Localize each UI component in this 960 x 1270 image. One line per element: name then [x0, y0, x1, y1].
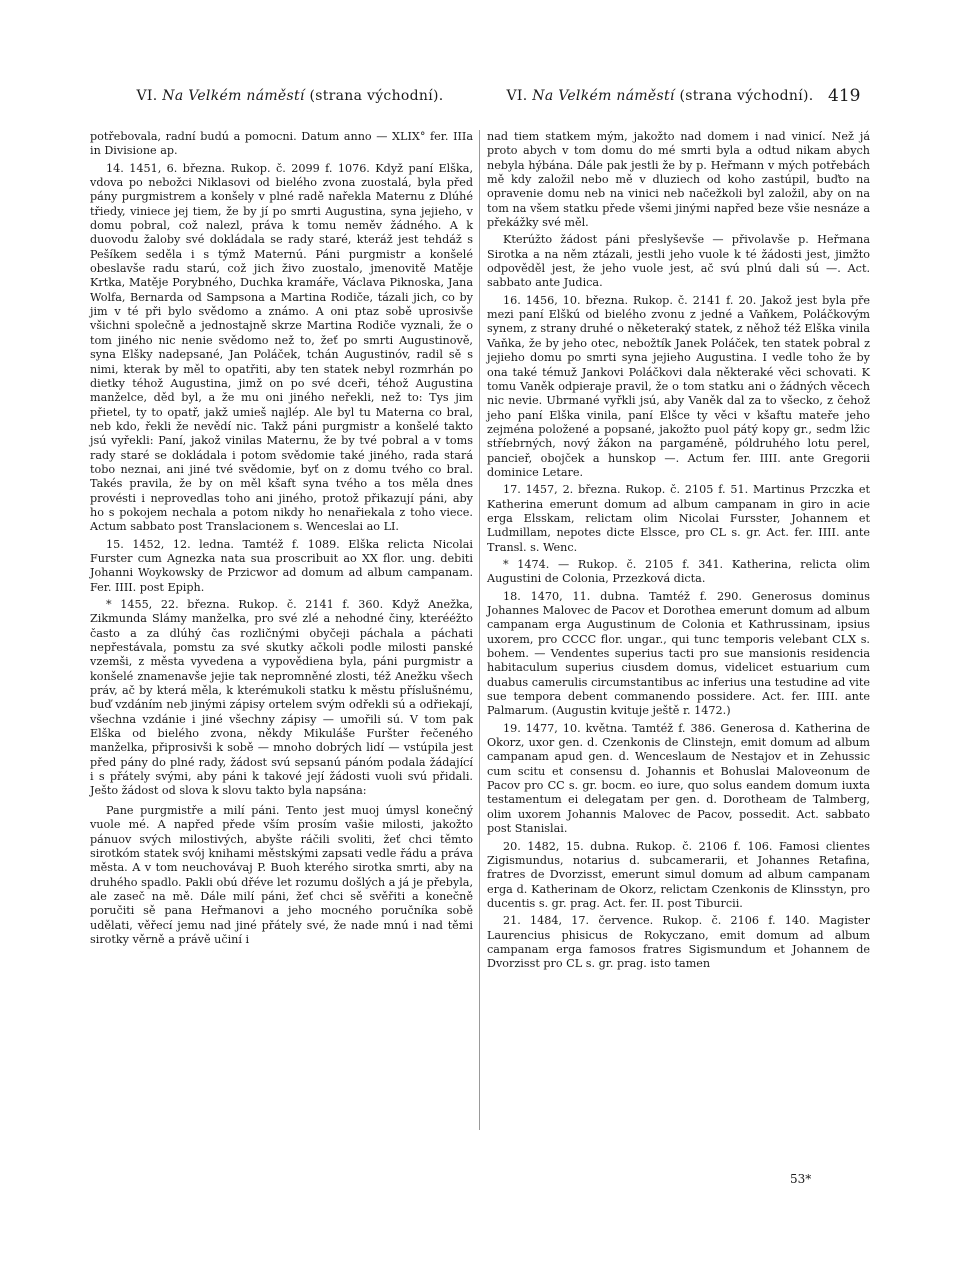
paragraph: 16. 1456, 10. března. Rukop. č. 2141 f. 20. Jakož jest byla pře mezi paní Elškú od bielého zvonu z jedné a Vaňkem, Poláčkovým synem, z strany druhé o něketeraký statek, z něhož též Elška vinila Vaňka, že by jeho otec, nebožtík Janek Poláček, ten statek pobral z jejieho domu po smrti syna jejieho Augustina. I vedle toho že by ona také témuž Jankovi Poláčkovi dala některaké věci schovati. K tomu Vaněk odpieraje pravil, že o tom statku ani o žádných věcech nic nevie. Ubrmané vyřkli jsú, aby Vaněk dal za to všecko, z čehož jeho paní Elška vinila, paní Elšce ty věci v kšaftu mateře jeho zejména položené a popsané, jakožto puol pátý kopy gr., sedm lžic stříebrných, nový žákon na pargaméně, póldruhého lotu perel, pancieř, obojček a hunskop —. Actum fer. IIII. ante Gregorii dominice Letare.: [487, 293, 870, 479]
paragraph: nad tiem statkem mým, jakožto nad domem i nad vinicí. Než já proto abych v tom domu do mé smrti byla a odtud nikam abych nebyla hýbána. Dále pak jestli že by p. Heřmann v mých potřebách mě kdy založil nebo mě v dluziech od koho zastúpil, buďto na opravenie domu neb na vinici neb načežkoli byl založil, aby on na tom na všem statku přede všemi jinými napřed beze všie nesnáze a překážky své měl.: [487, 130, 870, 230]
right-column: [487, 130, 870, 975]
header-left-num: VI.: [136, 88, 158, 104]
paragraph: 17. 1457, 2. března. Rukop. č. 2105 f. 51. Martinus Przczka et Katherina emerunt domum ad album campanam in giro in acie erga Elsskam, relictam olim Nicolai Fursster, Johannem et Ludmillam, nepotes dicte Elssce, pro CL s. gr. Act. fer. IIII. ante Transl. s. Wenc.: [487, 483, 870, 554]
header-right-sub: (strana východní).: [679, 88, 814, 104]
paragraph: Kterúžto žádost páni přeslyševše — přivolavše p. Heřmana Sirotka a na něm ztázali, jestli jeho vuole k té žádosti jest, jimžto odpověděl jest, že jeho vuole jest, ač svú plnú dali sú —. Act. sabbato ante Judica.: [487, 233, 870, 290]
paragraph: 19. 1477, 10. května. Tamtéž f. 386. Generosa d. Katherina de Okorz, uxor gen. d. Czenkonis de Clinstejn, emit domum ad album campanam apud gen. d. Wenceslaum de Nestajov et in Zehussic cum scitu et consensu d. Johannis et Bohuslai Maloveonum de Pacov pro CC s. gr. bocm. eo iure, quo solus eandem domum iuxta testamentum ei delegatam per gen. d. Dorotheam de Talmberg, olim uxorem Johannis Malovec de Pacov, possedit. Act. sabbato post Stanislai.: [487, 721, 870, 836]
paragraph: * 1455, 22. března. Rukop. č. 2141 f. 360. Když Anežka, Zikmunda Slámy manželka, pro své zlé a nehodné činy, kterééžto často a za dlúhý čas rozličnými obyčeji páchala a páchati nepřestávala, pomstu za své skutky ačkoli podle milosti panské vzemši, z města vyvedena a vypovědiena byla, páni purgmistr a konšelé znamenavše jejie tak nepromněné zlosti, též Anežku všech práv, ač by která měla, k kterémukoli statku k městu příslušnému, buď vzdáním neb jinými zápisy ortelem svým odřekli sú a odřiekají, všechna vzdánie i jiné všechny zápisy — umořili sú. V tom pak Elška od bielého zvona, někdy Mikuláše Furšter řečeného manželka, připrosivši k sobě — mnoho dobrých lidí — vstúpila jest před pány do plné rady, žádost svú sepsanú pánóm podala žádající i s přátely svými, aby páni k takové její žádosti vuoli svú přidali. Ješto žádost od slova k slovu takto byla napsána:: [90, 598, 473, 798]
paragraph: 15. 1452, 12. ledna. Tamtéž f. 1089. Elška relicta Nicolai Furster cum Agnezka nata sua proscribuit ao XX flor. ung. debiti Johanni Woykowsky de Przicwor ad domum ad album campanam. Fer. IIII. post Epiph.: [90, 537, 473, 594]
paragraph: potřebovala, radní budú a pomocni. Datum anno — XLIX° fer. IIIa in Divisione ap.: [90, 130, 473, 158]
header-right-title: Na Velkém náměstí: [532, 88, 675, 104]
paragraph: 20. 1482, 15. dubna. Rukop. č. 2106 f. 106. Famosi clientes Zigismundus, notarius d. subcamerarii, et Johannes Retafina, fratres de Dvorzisst, emerunt simul domum ad album campanam erga d. Katherinam de Okorz, relictam Czenkonis de Klinsstyn, pro ducentis s. gr. prag. Act. fer. II. post Tiburcii.: [487, 839, 870, 910]
header-left-sub: (strana východní).: [309, 88, 444, 104]
paragraph: 14. 1451, 6. března. Rukop. č. 2099 f. 1076. Když paní Elška, vdova po nebožci Niklasovi od bielého zvona zuostalá, byla před pány purgmistrem a konšely v plné radě nařekla Maternu z Dlúhé třiedy, viniece jej tiem, že by jí po smrti Augustina, syna jejieho, v domu pobral, což nalezl, práva k tomu neměv žádného. A k duovodu žaloby své dokládala se rady staré, kteráž jest tehdáž s Pešíkem seděla i s týmž Maternú. Páni purgmistr a konšelé obeslavše radu starú, což jich živo zuostalo, jmenovitě Matěje Krtka, Matěje Porybného, Duchka kramáře, Václava Piknoska, Jana Wolfa, Bernarda od Sampsona a Martina Rodiče, tázali jich, co by jim v té při bylo svědomo a známo. A oni ptaz sobě uprosivše všichni společně a jednostajně skrze Martina Rodiče vyznali, že o tom jiného nic nenie svědomo než to, žeť po smrti Augustinově, syna Elšky nadepsané, Jan Poláček, tchán Augustinóv, radil sě s nimi, kterak by měl to opatřiti, aby ten statek nebyl rozmrhán po dietky téhož Augustina, jimž on po své dceři, téhož Augustina manželce, děd byl, a že mu oni jiného neřekli, než to: Tys jim přietel, ty to opatř, jakž umieš najlép. Ale byl tu Materna co bral, neb kdo, řekli že nevědí nic. Takž páni purgmistr a konšelé takto jsú vyřekli: Paní, jakož vinilas Maternu, že by tvé pobral a v toms rady staré se dokládala i potom svědomie také jiného, rada stará tobo neznai, ani jiné tvé svědomie, byť on z domu tvého co bral. Takés pravila, že by on měl kšaft syna tvého a tos měla dnes provésti i neprovedlas toho ani jiného, protož přikazují páni, aby ho s pokojem nechala a potom nikdy ho nenařiekala z toho viece. Actum sabbato post Translacionem s. Wenceslai ao LI.: [90, 161, 473, 534]
signature-mark: 53*: [790, 1172, 812, 1186]
left-column: [90, 130, 473, 950]
paragraph: 21. 1484, 17. července. Rukop. č. 2106 f. 140. Magister Laurencius phisicus de Rokyczano, emit domum ad album campanam erga famosos fratres Sigismundum et Johannem de Dvorzisst pro CL s. gr. prag. isto tamen: [487, 914, 870, 971]
paragraph: 18. 1470, 11. dubna. Tamtéž f. 290. Generosus dominus Johannes Malovec de Pacov et Dorothea emerunt domum ad album campanam erga Augustinum de Colonia et Kathrussinam, ipsius uxorem, pro CCCC flor. ungar., qui tunc temporis velebant CLX s. bohem. — Vendentes superius tacti pro sue mansionis residencia habitaculum superius ciusdem domus, videlicet estuarium cum duabus camerulis circumstantibus ac inferius una testudine ad vite sue tempora debent commanendo possidere. Act. fer. IIII. ante Palmarum. (Augustin kvituje ještě r. 1472.): [487, 589, 870, 718]
paragraph: * 1474. — Rukop. č. 2105 f. 341. Katherina, relicta olim Augustini de Colonia, Przezková dicta.: [487, 557, 870, 586]
running-header-right: [500, 88, 820, 104]
column-divider: [479, 130, 480, 1130]
page-number: 419: [828, 86, 861, 106]
header-right-num: VI.: [506, 88, 528, 104]
paragraph: Pane purgmistře a milí páni. Tento jest muoj úmysl konečný vuole mé. A napřed přede vším prosím vašie milosti, jakožto pánuov svých milostivých, abyšte ráčili svoliti, žeť chci těmto sirotkóm statek svój knihami městskými zapsati vedle řádu a práva města. A v tom neuchovávaj P. Buoh kterého sirotka smrti, aby na druhého spadlo. Pakli obú dřéve let rozumu došlých a já je přebyla, ale zaseč na mě. Dále milí páni, žeť chci sě svěřiti a konečně poručiti sě pana Heřmanovi a jeho mocného poručníka sobě udělati, věřecí jemu nad jiné přátely své, že nade mnú i nad těmi sirotky věrně a právě učiní i: [90, 803, 473, 946]
running-header-left: [120, 88, 460, 104]
header-left-title: Na Velkém náměstí: [162, 88, 305, 104]
